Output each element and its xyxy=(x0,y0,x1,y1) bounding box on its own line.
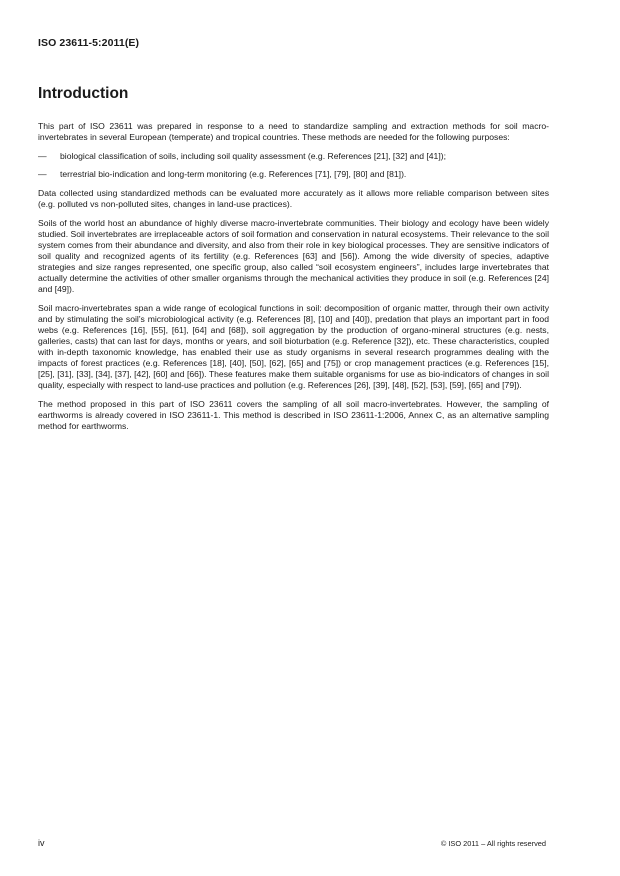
list-item xyxy=(38,151,549,162)
paragraph-ecological-functions: Soil macro-invertebrates span a wide range of ecological functions in soil: decomposition of organic matter, through their own activity and by stimulating the soil’s microbiological activity (e.g. References [8], [10] and [40]), predation that plays an important part in food webs (e.g. References [16], [55], [61], [64] and [68]), soil aggregation by the production of organo-mineral structures (e.g. nests, galleries, casts) that can last for days, months or years, and soil bioturbation (e.g. Reference [32]), etc. These characteristics, coupled with in-depth taxonomic knowledge, has enabled their use as study organisms in several research programmes dealing with the impacts of forest practices (e.g. References [18], [40], [50], [62], [65] and [75]) or crop management practices (e.g. References [15], [25], [31], [33], [34], [37], [42], [60] and [66]). These features make them suitable organisms for use as bio-indicators of changes in soil quality, especially with respect to land-use practices and pollution (e.g. References [26], [39], [48], [52], [53], [59], [65] and [79]). xyxy=(38,302,549,390)
list-dash: — xyxy=(38,150,47,161)
list-item xyxy=(38,169,549,180)
document-code: ISO 23611-5:2011(E) xyxy=(38,37,140,49)
section-title: Introduction xyxy=(38,85,129,102)
paragraph-data-collection: Data collected using standardized methods can be evaluated more accurately as it allows more reliable comparison between sites (e.g. polluted vs non-polluted sites, changes in land-use practices). xyxy=(38,187,549,210)
list-item-text: biological classification of soils, including soil quality assessment (e.g. References [21], [32] and [41]); xyxy=(60,150,446,161)
paragraph-method-scope: The method proposed in this part of ISO 23611 covers the sampling of all soil macro-invertebrates. However, the sampling of earthworms is already covered in ISO 23611-1. This method is described in ISO 23611-1:2006, Annex C, as an alternative sampling method for earthworms. xyxy=(38,398,549,431)
list-item-text: terrestrial bio-indication and long-term monitoring (e.g. References [71], [79], [80] and [81]). xyxy=(60,169,407,180)
copyright-notice: © ISO 2011 – All rights reserved xyxy=(440,839,546,848)
paragraph-soil-communities: Soils of the world host an abundance of highly diverse macro-invertebrate communities. Their biology and ecology have been widely studied. Soil invertebrates are irreplaceable actors of soil formation and conservation in natural ecosystems. Their relevance to the soil system comes from their abundance and diversity, and also from their role in key biological processes. They are sensitive indicators of soil quality and recognized agents of its fertility (e.g. References [63] and [56]). Among the wide diversity of species, adaptive strategies and size ranges represented, one specific group, also called “soil ecosystem engineers”, includes large invertebrates that actually determine the activities of other smaller organisms through the mechanical activities they produce in soil (e.g. References [24] and [49]). xyxy=(38,217,549,294)
section-body xyxy=(38,121,549,439)
intro-paragraph: This part of ISO 23611 was prepared in response to a need to standardize sampling and extraction methods for soil macro-invertebrates in several European (temperate) and tropical countries. These methods are needed for the following purposes: xyxy=(38,121,549,143)
list-dash: — xyxy=(38,169,47,180)
page-number: iv xyxy=(38,838,45,848)
